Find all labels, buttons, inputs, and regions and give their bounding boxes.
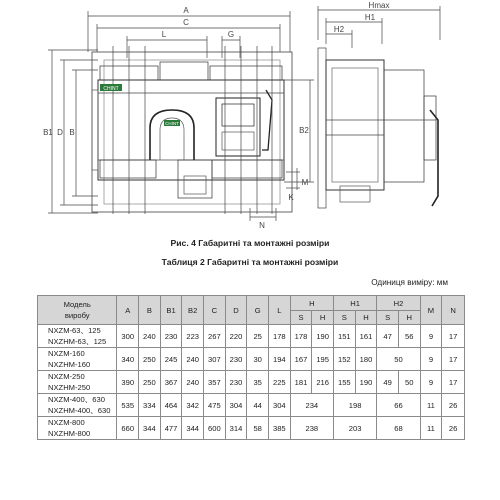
cell-n: 26 <box>442 417 465 440</box>
cell-a: 300 <box>117 325 139 348</box>
cell-c: 600 <box>204 417 226 440</box>
cell-a: 660 <box>117 417 139 440</box>
cell-b2: 240 <box>182 348 204 371</box>
col-header-d: D <box>225 296 247 325</box>
cell-n: 17 <box>442 371 465 394</box>
cell-h-h: 195 <box>312 348 334 371</box>
cell-l: 304 <box>269 394 291 417</box>
model-cell: NXZM-800 NXZHM-800 <box>38 417 117 440</box>
cell-m: 11 <box>420 417 442 440</box>
sub-header-h2-s: S <box>377 311 399 325</box>
cell-b2: 223 <box>182 325 204 348</box>
cell-b1: 477 <box>160 417 182 440</box>
col-header-l: L <box>269 296 291 325</box>
cell-h2-h: 56 <box>398 325 420 348</box>
cell-c: 307 <box>204 348 226 371</box>
cell-h2-s: 49 <box>377 371 399 394</box>
cell-h2: 66 <box>377 394 420 417</box>
cell-a: 535 <box>117 394 139 417</box>
dim-label-h2: H2 <box>333 25 345 34</box>
dim-label-k: K <box>288 193 294 202</box>
cell-d: 304 <box>225 394 247 417</box>
dim-label-b: B <box>69 128 75 137</box>
cell-b2: 342 <box>182 394 204 417</box>
model-cell: NXZM-400、630 NXZHM-400、630 <box>38 394 117 417</box>
cell-m: 9 <box>420 348 442 371</box>
table-header-row <box>38 296 465 311</box>
cell-g: 44 <box>247 394 269 417</box>
sub-header-h2-h: H <box>398 311 420 325</box>
cell-h2: 50 <box>377 348 420 371</box>
cell-b: 344 <box>139 417 161 440</box>
cell-n: 17 <box>442 325 465 348</box>
cell-c: 475 <box>204 394 226 417</box>
sub-header-h1-s: S <box>333 311 355 325</box>
col-header-b2: B2 <box>182 296 204 325</box>
dim-label-l: L <box>161 30 167 39</box>
cell-l: 225 <box>269 371 291 394</box>
cell-b: 250 <box>139 371 161 394</box>
cell-d: 230 <box>225 348 247 371</box>
table-caption: Таблиця 2 Габаритні та монтажні розміри <box>161 257 339 267</box>
units-note: Одиниця виміру: мм <box>371 278 448 287</box>
cell-c: 267 <box>204 325 226 348</box>
cell-b2: 240 <box>182 371 204 394</box>
cell-a: 340 <box>117 348 139 371</box>
dimension-drawing <box>0 0 500 232</box>
cell-m: 9 <box>420 325 442 348</box>
cell-h-s: 178 <box>290 325 312 348</box>
dimensions-table <box>37 295 465 440</box>
model-header: Модель виробу <box>38 296 117 325</box>
cell-l: 194 <box>269 348 291 371</box>
cell-h: 234 <box>290 394 333 417</box>
sub-header-h-s: S <box>290 311 312 325</box>
col-header-b1: B1 <box>160 296 182 325</box>
cell-h-s: 167 <box>290 348 312 371</box>
dim-label-g: G <box>227 30 235 39</box>
cell-h1-h: 161 <box>355 325 377 348</box>
cell-b1: 245 <box>160 348 182 371</box>
dim-label-m: M <box>301 178 309 187</box>
dim-label-b1: B1 <box>43 128 53 137</box>
dim-label-b2: B2 <box>299 126 309 135</box>
sub-header-h-h: H <box>312 311 334 325</box>
dim-label-d: D <box>57 128 63 137</box>
cell-b1: 464 <box>160 394 182 417</box>
cell-m: 9 <box>420 371 442 394</box>
col-header-g: G <box>247 296 269 325</box>
cell-d: 220 <box>225 325 247 348</box>
cell-h1-h: 190 <box>355 371 377 394</box>
dim-label-hmax: Hmax <box>368 1 390 10</box>
cell-d: 230 <box>225 371 247 394</box>
logo-text: CHINT <box>103 86 119 92</box>
cell-b1: 367 <box>160 371 182 394</box>
cell-b1: 230 <box>160 325 182 348</box>
cell-h1-s: 151 <box>333 325 355 348</box>
cell-b: 250 <box>139 348 161 371</box>
cell-g: 30 <box>247 348 269 371</box>
dim-label-a: A <box>183 6 189 15</box>
cell-h2: 68 <box>377 417 420 440</box>
cell-g: 25 <box>247 325 269 348</box>
col-header-h: H <box>290 296 333 311</box>
cell-d: 314 <box>225 417 247 440</box>
sub-header-h1-h: H <box>355 311 377 325</box>
dim-label-c: C <box>183 18 189 27</box>
cell-m: 11 <box>420 394 442 417</box>
handle-logo-text: CHINT <box>165 121 179 126</box>
cell-h-h: 190 <box>312 325 334 348</box>
cell-h1: 198 <box>333 394 376 417</box>
col-header-m: M <box>420 296 442 325</box>
cell-h1-s: 152 <box>333 348 355 371</box>
cell-a: 390 <box>117 371 139 394</box>
col-header-a: A <box>117 296 139 325</box>
model-cell: NXZM-160 NXZHM-160 <box>38 348 117 371</box>
col-header-n: N <box>442 296 465 325</box>
model-cell: NXZM-250 NXZHM-250 <box>38 371 117 394</box>
cell-h2-s: 47 <box>377 325 399 348</box>
dim-label-n: N <box>259 221 265 230</box>
cell-h1-s: 155 <box>333 371 355 394</box>
cell-n: 26 <box>442 394 465 417</box>
cell-b: 240 <box>139 325 161 348</box>
col-header-c: C <box>204 296 226 325</box>
cell-n: 17 <box>442 348 465 371</box>
col-header-h1: H1 <box>333 296 376 311</box>
cell-l: 178 <box>269 325 291 348</box>
cell-c: 357 <box>204 371 226 394</box>
model-cell: NXZM-63、125 NXZHM-63、125 <box>38 325 117 348</box>
cell-h-s: 181 <box>290 371 312 394</box>
cell-g: 35 <box>247 371 269 394</box>
cell-h-h: 216 <box>312 371 334 394</box>
cell-h2-h: 50 <box>398 371 420 394</box>
col-header-h2: H2 <box>377 296 420 311</box>
col-header-b: B <box>139 296 161 325</box>
cell-h: 238 <box>290 417 333 440</box>
cell-b: 334 <box>139 394 161 417</box>
cell-l: 385 <box>269 417 291 440</box>
dim-label-h1: H1 <box>364 13 376 22</box>
cell-g: 58 <box>247 417 269 440</box>
figure-caption: Рис. 4 Габаритні та монтажні розміри <box>170 238 330 248</box>
cell-h1-h: 180 <box>355 348 377 371</box>
cell-b2: 344 <box>182 417 204 440</box>
cell-h1: 203 <box>333 417 376 440</box>
